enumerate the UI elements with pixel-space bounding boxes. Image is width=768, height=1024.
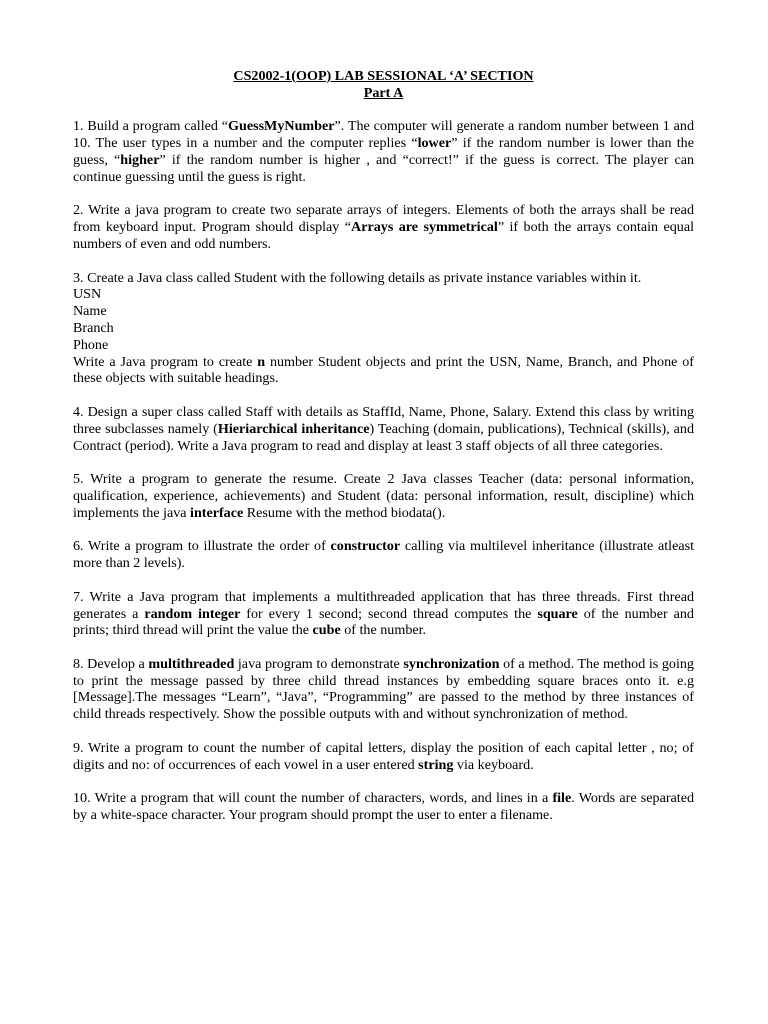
field-name-line: Phone: [73, 336, 109, 353]
text-run: 10. Write a program that will count the number of characters, words, and lines in a: [73, 790, 553, 807]
text-run: ) Teaching (domain, publications), Technical (skills), and Contract (period). Write a Java program to read and display at least 3 staff objects of all three categories.: [73, 420, 695, 454]
text-run: via keyboard.: [453, 756, 534, 773]
text-run: 2. Write a java program to create two separate arrays of integers. Elements of both the arrays shall be read from keyboard input. Program should display “: [73, 202, 694, 236]
text-run: 3. Create a Java class called Student with the following details as private instance variables within it.: [73, 269, 642, 286]
question-item: [73, 740, 694, 774]
text-run: 7. Write a Java program that implements a multithreaded application that has three threads. First thread generates a: [73, 588, 694, 622]
bold-term: interface: [190, 504, 244, 521]
document-subtitle: Part A: [363, 84, 404, 101]
question-item: [73, 538, 694, 572]
text-run: 4. Design a super class called Staff with details as StaffId, Name, Phone, Salary. Extend this class by writing three subclasses namely (: [73, 403, 694, 437]
bold-term: GuessMyNumber: [228, 118, 335, 135]
question-item: [73, 790, 694, 824]
bold-term: synchronization: [403, 655, 500, 672]
text-run: 8. Develop a: [73, 655, 149, 672]
question-item: [73, 118, 694, 185]
text-run: ” if both the arrays contain equal numbers of even and odd numbers.: [73, 219, 694, 252]
bold-term: Arrays are symmetrical: [351, 219, 498, 236]
text-run: Write a Java program to create: [73, 353, 258, 370]
bold-term: random integer: [144, 605, 241, 622]
text-run: ”. The computer will generate a random number between 1 and 10. The user types in a number and the computer replies “: [73, 118, 694, 152]
bold-term: higher: [120, 151, 160, 168]
text-run: 1. Build a program called “: [73, 118, 229, 135]
field-name-line: Name: [73, 303, 107, 320]
field-name-line: USN: [73, 286, 102, 303]
question-list: [73, 118, 694, 823]
document-title: CS2002-1(OOP) LAB SESSIONAL ‘A’ SECTION: [233, 68, 534, 84]
text-run: number Student objects and print the USN, Name, Branch, and Phone of these objects with suitable headings.: [73, 353, 694, 387]
text-run: ” if the random number is higher , and “correct!” if the guess is correct. The player can continue guessing until the guess is right.: [73, 151, 695, 185]
bold-term: cube: [312, 622, 341, 639]
bold-term: string: [418, 756, 454, 773]
text-run: 9. Write a program to count the number of capital letters, display the position of each capital letter , no; of digits and no: of occurrences of each vowel in a user entered: [73, 739, 694, 773]
text-run: of the number and prints; third thread will print the value the: [73, 605, 694, 639]
text-run: of the number.: [340, 622, 427, 639]
text-run: of a method. The method is going to print the message passed by three child thread instances by embedding square braces onto it. e.g [Message].The messages “Learn”, “Java”, “Programming” are passed to the method by three instances of child threads respectively. Show the possible outputs with and without synchronization of method.: [73, 655, 694, 723]
bold-term: constructor: [330, 538, 401, 555]
text-run: ” if the random number is lower than the guess, “: [73, 135, 694, 168]
question-item: [73, 589, 694, 639]
bold-term: n: [257, 353, 266, 370]
text-run: . Words are separated by a white-space character. Your program should prompt the user to enter a filename.: [73, 790, 694, 824]
text-run: calling via multilevel inheritance (illustrate atleast more than 2 levels).: [73, 538, 694, 572]
bold-term: lower: [417, 135, 452, 152]
bold-term: Hieriarchical inheritance: [217, 420, 370, 437]
question-item: [73, 471, 694, 521]
bold-term: multithreaded: [148, 655, 235, 672]
bold-term: file: [552, 790, 572, 807]
question-item: [73, 656, 694, 723]
question-item: [73, 270, 694, 388]
text-run: 6. Write a program to illustrate the order of: [73, 538, 331, 555]
document-page: [73, 68, 694, 841]
field-name-line: Branch: [73, 319, 114, 336]
text-run: Resume with the method biodata().: [243, 504, 446, 521]
text-run: for every 1 second; second thread computes the: [240, 605, 538, 622]
text-run: java program to demonstrate: [234, 655, 404, 672]
bold-term: square: [537, 605, 578, 622]
text-run: 5. Write a program to generate the resume. Create 2 Java classes Teacher (data: personal information, qualification, experience, achievements) and Student (data: personal information, result, discipline) which implements the java: [73, 471, 694, 521]
question-item: [73, 202, 694, 252]
question-item: [73, 404, 694, 454]
